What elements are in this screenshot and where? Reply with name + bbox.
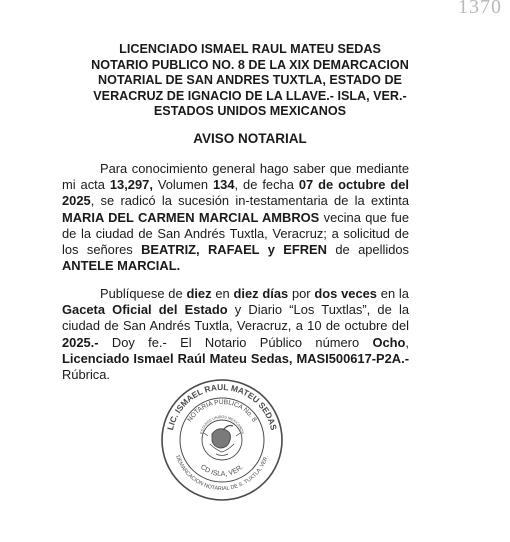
text-run: en la [376, 286, 409, 301]
text-run: MARIA DEL CARMEN MARCIAL AMBROS [62, 209, 320, 225]
text-run: dos veces [314, 286, 377, 301]
text-run: Ocho [372, 334, 406, 350]
text-run: y Diario “Los Tuxtlas”, de la ciudad de San Andrés Tuxtla, Veracruz, a 10 de octubre del [62, 302, 409, 334]
page-number-mark: 1370 [458, 0, 502, 18]
text-run: 134 [213, 177, 235, 193]
seal-outer-text: LIC. ISMAEL RAUL MATEU SEDAS [165, 381, 279, 432]
national-coat-of-arms-icon [202, 420, 242, 460]
header-line: VERACRUZ DE IGNACIO DE LA LLAVE.- ISLA, VER.- [93, 88, 407, 103]
text-run: de apellidos [326, 242, 409, 258]
text-run: diez días [233, 286, 289, 301]
text-run: , se radicó la sucesión in-testamentaria de la extinta [90, 193, 409, 209]
text-run: Para conocimiento general hago saber que mediante mi acta [62, 161, 409, 193]
seal-national-text: ESTADOS UNIDOS MEXICANOS [199, 414, 245, 435]
text-run: Licenciado Ismael Raúl Mateu Sedas, MASI500617-P2A.- [62, 350, 409, 366]
seal-inner-text: NOTARIA PUBLICA No. 8 [186, 398, 258, 424]
header-line: LICENCIADO ISMAEL RAUL MATEU SEDAS [119, 42, 381, 56]
notice-paragraph-2 [62, 286, 409, 383]
header-line: NOTARIO PUBLICO NO. 8 DE LA XIX DEMARCACION [91, 57, 409, 72]
text-run: por [288, 286, 315, 301]
notice-title: AVISO NOTARIAL [193, 131, 307, 146]
text-run: Volumen [152, 177, 213, 193]
svg-text:LIC. ISMAEL RAUL MATEU SEDAS [165, 382, 279, 432]
notice-paragraph-1 [62, 161, 409, 274]
text-run: Publíquese de [100, 286, 187, 301]
text-run: BEATRIZ, RAFAEL y EFREN [141, 242, 327, 258]
text-run: diez [186, 286, 212, 301]
text-run: , de fecha [234, 177, 299, 193]
text-run: vecina que fue de la ciudad de San Andrés Tuxtla, Veracruz; a solicitud de los señores [62, 209, 409, 258]
text-run: , [405, 334, 409, 350]
seal-city-text: CD ISLA, VER. [199, 463, 245, 479]
text-run: 07 de octubre del 2025 [62, 177, 409, 209]
header-line: ESTADOS UNIDOS MEXICANOS [153, 104, 347, 119]
text-run: Rúbrica. [62, 367, 110, 383]
notary-seal-stamp [160, 378, 284, 502]
text-run: 13,297, [109, 177, 153, 193]
text-run: 2025.- [62, 334, 99, 350]
text-run: ANTELE MARCIAL. [62, 258, 181, 274]
text-run: Doy fe.- El Notario Público número [98, 334, 373, 350]
notary-header [60, 42, 440, 120]
text-run: Gaceta Oficial del Estado [62, 302, 228, 318]
svg-text:CD ISLA, VER. [199, 464, 245, 478]
header-line: NOTARIAL DE SAN ANDRES TUXTLA, ESTADO DE [98, 73, 402, 88]
text-run: en [211, 286, 234, 301]
seal-lower-text: DEMARCACION NOTARIAL DE S. TUXTLA, VER. [174, 454, 270, 493]
